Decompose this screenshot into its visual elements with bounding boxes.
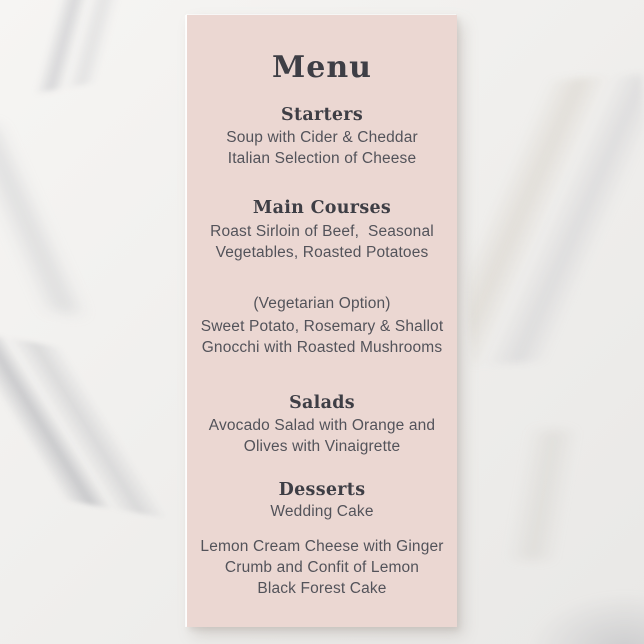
marble-vein bbox=[452, 74, 644, 367]
section-items-salads bbox=[187, 415, 457, 457]
section-heading-starters: Starters bbox=[281, 105, 363, 125]
menu-line: Vegetables, Roasted Potatoes bbox=[215, 244, 429, 261]
section-items-starters bbox=[187, 127, 457, 169]
menu-line: Soup with Cider & Cheddar bbox=[226, 129, 418, 146]
section-heading-vegetarian-option: (Vegetarian Option) bbox=[253, 295, 391, 312]
section-heading-main-courses: Main Courses bbox=[252, 198, 392, 218]
marble-vein bbox=[450, 430, 644, 560]
section-items-desserts-extra bbox=[187, 536, 457, 599]
marble-vein bbox=[0, 332, 191, 518]
menu-line: Sweet Potato, Rosemary & Shallot bbox=[200, 318, 444, 335]
menu-title: Menu bbox=[272, 50, 372, 85]
menu-line: Roast Sirloin of Beef, Seasonal bbox=[210, 223, 434, 240]
section-heading-desserts: Desserts bbox=[278, 480, 366, 500]
menu-card bbox=[187, 15, 457, 627]
marble-vein bbox=[520, 588, 644, 644]
section-heading-salads: Salads bbox=[289, 393, 355, 413]
menu-line: Black Forest Cake bbox=[257, 580, 387, 597]
menu-line: Olives with Vinaigrette bbox=[243, 438, 401, 455]
menu-line: Wedding Cake bbox=[270, 503, 374, 520]
section-items-main-courses bbox=[187, 221, 457, 263]
marble-vein bbox=[0, 0, 197, 98]
menu-line: Avocado Salad with Orange and bbox=[208, 417, 436, 434]
menu-line: Gnocchi with Roasted Mushrooms bbox=[201, 339, 443, 356]
menu-line: Crumb and Confit of Lemon bbox=[224, 559, 420, 576]
marble-vein bbox=[0, 121, 139, 319]
section-items-vegetarian-option bbox=[187, 316, 457, 358]
menu-line: Italian Selection of Cheese bbox=[227, 150, 417, 167]
menu-line: Lemon Cream Cheese with Ginger bbox=[200, 538, 444, 555]
